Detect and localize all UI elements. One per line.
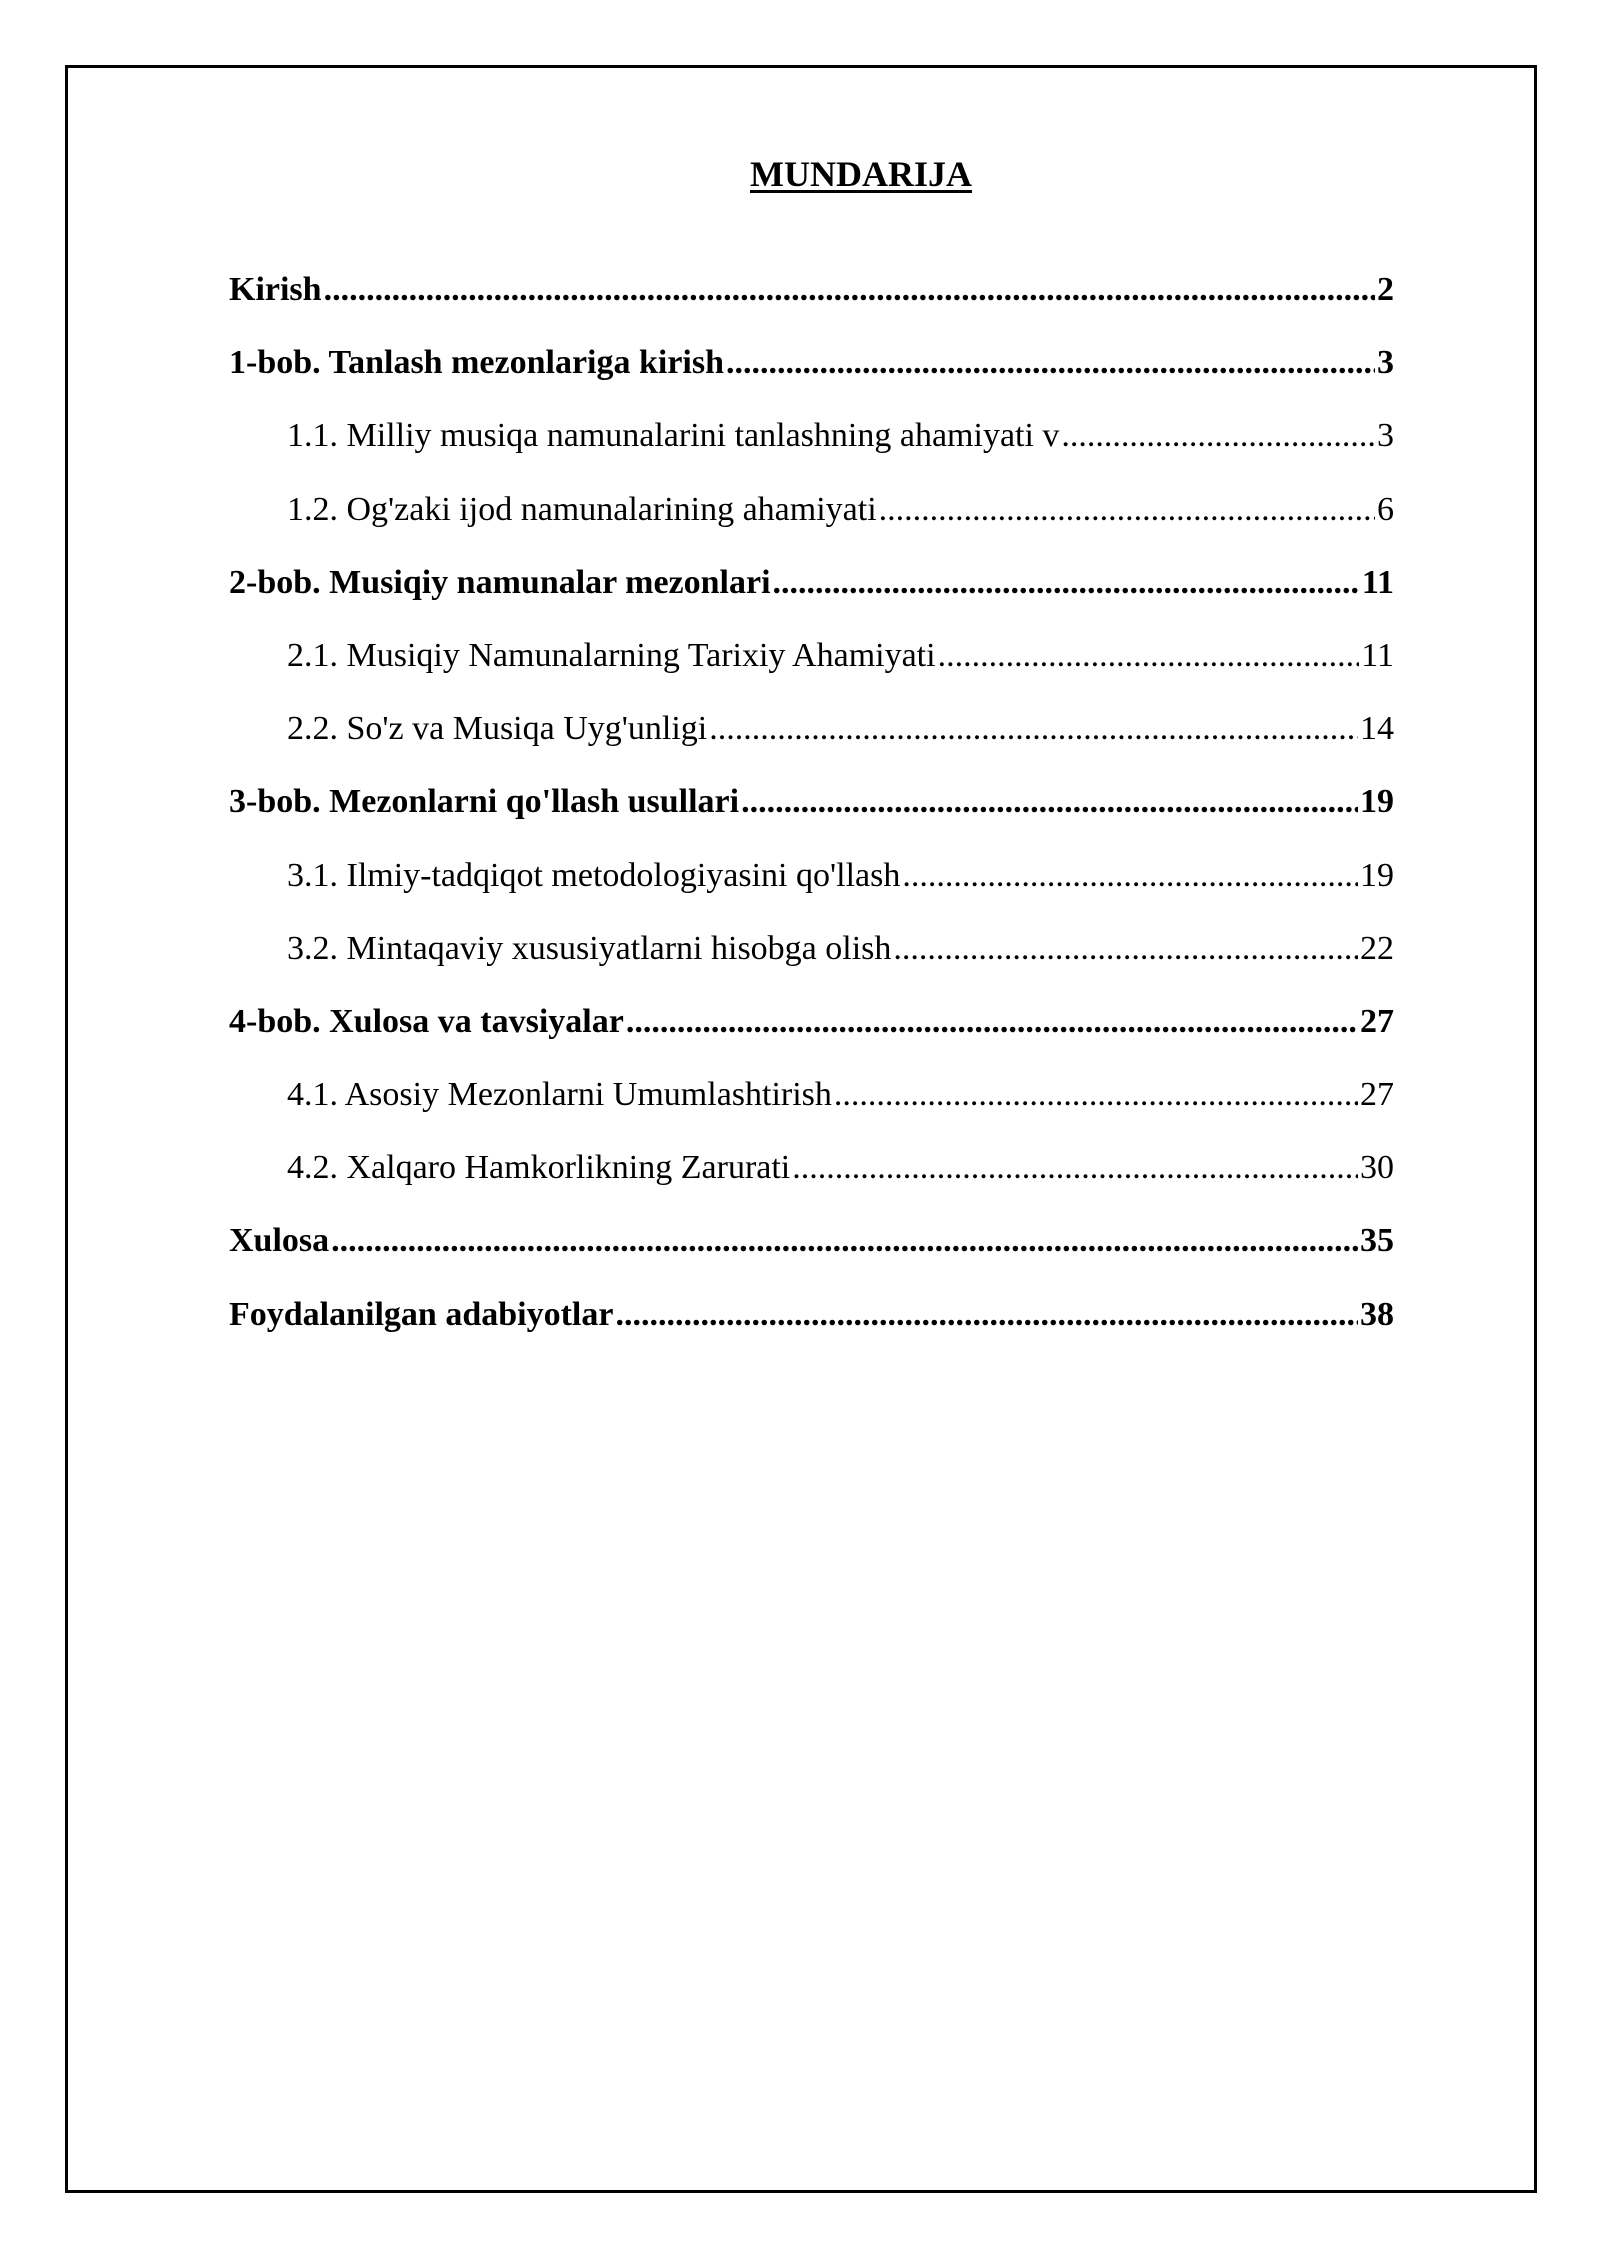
toc-dot-leader: [726, 341, 1375, 385]
toc-dot-leader: [773, 561, 1360, 605]
toc-entry-chapter-4[interactable]: [229, 1000, 1394, 1073]
toc-page-number: 35: [1360, 1222, 1394, 1260]
toc-dot-leader: [893, 927, 1358, 971]
toc-entry-section-2-2[interactable]: [229, 707, 1394, 780]
toc-entry-references[interactable]: [229, 1293, 1394, 1366]
toc-dot-leader: [709, 707, 1358, 751]
toc-dot-leader: [792, 1146, 1358, 1190]
toc-entry-label: 2-bob. Musiqiy namunalar mezonlari: [229, 563, 771, 601]
table-of-contents: [229, 268, 1394, 1366]
toc-entry-label: Foydalanilgan adabiyotlar: [229, 1295, 614, 1333]
toc-page-number: 27: [1360, 1076, 1394, 1114]
toc-entry-kirish[interactable]: [229, 268, 1394, 341]
toc-entry-label: 2.1. Musiqiy Namunalarning Tarixiy Ahamiyati: [287, 636, 936, 674]
toc-page-number: 19: [1360, 856, 1394, 894]
toc-entry-label: 4-bob. Xulosa va tavsiyalar: [229, 1002, 624, 1040]
toc-entry-section-4-1[interactable]: [229, 1073, 1394, 1146]
toc-entry-section-1-1[interactable]: [229, 414, 1394, 487]
toc-dot-leader: [1061, 414, 1375, 458]
toc-entry-section-3-1[interactable]: [229, 854, 1394, 927]
toc-page-number: 22: [1360, 929, 1394, 967]
toc-entry-chapter-1[interactable]: [229, 341, 1394, 414]
toc-dot-leader: [324, 268, 1375, 312]
toc-entry-section-4-2[interactable]: [229, 1146, 1394, 1219]
toc-dot-leader: [938, 634, 1360, 678]
toc-page-number: 19: [1360, 783, 1394, 821]
toc-entry-label: Kirish: [229, 271, 322, 308]
toc-page-number: 27: [1360, 1002, 1394, 1040]
toc-dot-leader: [879, 488, 1375, 532]
toc-entry-label: 2.2. So'z va Musiqa Uyg'unligi: [287, 710, 708, 748]
toc-entry-label: 3.2. Mintaqaviy xususiyatlarni hisobga olish: [287, 929, 892, 967]
toc-dot-leader: [331, 1219, 1358, 1263]
toc-entry-label: 4.2. Xalqaro Hamkorlikning Zarurati: [287, 1149, 791, 1187]
toc-page-number: 3: [1377, 344, 1394, 382]
toc-entry-label: 3-bob. Mezonlarni qo'llash usullari: [229, 783, 740, 821]
toc-page-number: 6: [1377, 490, 1394, 528]
toc-dot-leader: [615, 1293, 1358, 1337]
toc-entry-label: 1.1. Milliy musiqa namunalarini tanlashning ahamiyati v: [287, 417, 1060, 455]
toc-page-number: 30: [1360, 1149, 1394, 1187]
toc-page-number: 3: [1377, 417, 1394, 455]
toc-page-number: 2: [1377, 271, 1394, 308]
toc-page-number: 14: [1360, 710, 1394, 748]
toc-entry-chapter-2[interactable]: [229, 561, 1394, 634]
toc-title: MUNDARIJA: [750, 154, 972, 194]
toc-entry-section-2-1[interactable]: [229, 634, 1394, 707]
toc-page-number: 11: [1361, 563, 1394, 601]
toc-entry-label: 1-bob. Tanlash mezonlariga kirish: [229, 344, 725, 382]
toc-entry-label: Xulosa: [229, 1222, 330, 1260]
toc-entry-xulosa[interactable]: [229, 1219, 1394, 1292]
toc-dot-leader: [626, 1000, 1358, 1044]
toc-entry-label: 1.2. Og'zaki ijod namunalarining ahamiyati: [287, 490, 877, 528]
toc-dot-leader: [834, 1073, 1358, 1117]
toc-entry-chapter-3[interactable]: [229, 780, 1394, 853]
toc-entry-section-1-2[interactable]: [229, 488, 1394, 561]
toc-entry-label: 4.1. Asosiy Mezonlarni Umumlashtirish: [287, 1076, 832, 1114]
toc-entry-label: 3.1. Ilmiy-tadqiqot metodologiyasini qo'llash: [287, 856, 901, 894]
toc-page-number: 38: [1360, 1295, 1394, 1333]
toc-entry-section-3-2[interactable]: [229, 927, 1394, 1000]
toc-dot-leader: [902, 854, 1358, 898]
toc-page-number: 11: [1361, 636, 1394, 674]
toc-dot-leader: [741, 780, 1358, 824]
